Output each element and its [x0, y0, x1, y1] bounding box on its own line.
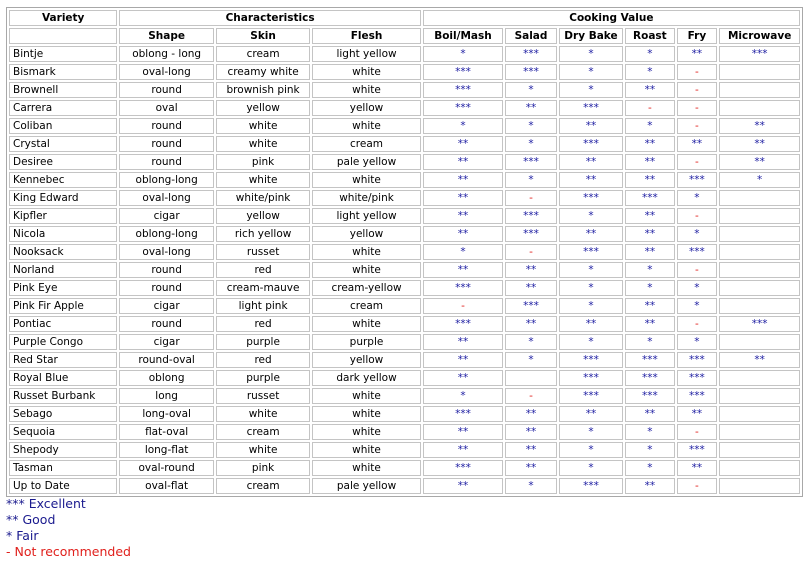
header-salad: Salad — [505, 28, 557, 44]
skin-cell: russet — [216, 244, 310, 260]
flesh-cell: light yellow — [312, 46, 420, 62]
fry-rating: * — [677, 280, 718, 296]
flesh-cell: white — [312, 64, 420, 80]
salad-rating: * — [505, 172, 557, 188]
shape-cell: long-oval — [119, 406, 213, 422]
salad-rating: ** — [505, 100, 557, 116]
fry-rating: - — [677, 424, 718, 440]
fry-rating: - — [677, 118, 718, 134]
microwave-rating: ** — [719, 118, 800, 134]
header-dry-bake: Dry Bake — [559, 28, 623, 44]
salad-rating: * — [505, 118, 557, 134]
skin-cell: white/pink — [216, 190, 310, 206]
table-row — [9, 298, 800, 314]
microwave-rating: ** — [719, 352, 800, 368]
microwave-rating — [719, 298, 800, 314]
shape-cell: long-flat — [119, 442, 213, 458]
variety-cell: King Edward — [9, 190, 117, 206]
flesh-cell: pale yellow — [312, 154, 420, 170]
header-shape: Shape — [119, 28, 213, 44]
skin-cell: pink — [216, 460, 310, 476]
skin-cell: yellow — [216, 208, 310, 224]
skin-cell: white — [216, 118, 310, 134]
salad-rating: * — [505, 352, 557, 368]
salad-rating: ** — [505, 406, 557, 422]
dry-bake-rating: *** — [559, 388, 623, 404]
flesh-cell: yellow — [312, 352, 420, 368]
flesh-cell: white — [312, 388, 420, 404]
variety-cell: Desiree — [9, 154, 117, 170]
header-skin: Skin — [216, 28, 310, 44]
variety-cell: Russet Burbank — [9, 388, 117, 404]
skin-cell: cream-mauve — [216, 280, 310, 296]
header-fry: Fry — [677, 28, 718, 44]
dry-bake-rating: *** — [559, 478, 623, 494]
variety-cell: Bismark — [9, 64, 117, 80]
fry-rating: * — [677, 190, 718, 206]
fry-rating: * — [677, 334, 718, 350]
shape-cell: round — [119, 280, 213, 296]
boil-mash-rating: ** — [423, 478, 504, 494]
dry-bake-rating: * — [559, 334, 623, 350]
variety-cell: Sebago — [9, 406, 117, 422]
salad-rating: * — [505, 82, 557, 98]
dry-bake-rating: ** — [559, 226, 623, 242]
shape-cell: cigar — [119, 334, 213, 350]
dry-bake-rating: * — [559, 64, 623, 80]
shape-cell: oval-long — [119, 190, 213, 206]
dry-bake-rating: ** — [559, 172, 623, 188]
table-row — [9, 262, 800, 278]
dry-bake-rating: *** — [559, 100, 623, 116]
skin-cell: yellow — [216, 100, 310, 116]
fry-rating: *** — [677, 388, 718, 404]
microwave-rating — [719, 244, 800, 260]
salad-rating: * — [505, 478, 557, 494]
boil-mash-rating: *** — [423, 460, 504, 476]
roast-rating: *** — [625, 388, 674, 404]
microwave-rating — [719, 262, 800, 278]
boil-mash-rating: * — [423, 388, 504, 404]
variety-cell: Carrera — [9, 100, 117, 116]
skin-cell: cream — [216, 46, 310, 62]
salad-rating: - — [505, 244, 557, 260]
boil-mash-rating: - — [423, 298, 504, 314]
flesh-cell: dark yellow — [312, 370, 420, 386]
microwave-rating: ** — [719, 136, 800, 152]
variety-cell: Nooksack — [9, 244, 117, 260]
microwave-rating — [719, 334, 800, 350]
boil-mash-rating: ** — [423, 208, 504, 224]
skin-cell: light pink — [216, 298, 310, 314]
fry-rating: - — [677, 154, 718, 170]
boil-mash-rating: *** — [423, 64, 504, 80]
shape-cell: round — [119, 262, 213, 278]
shape-cell: round — [119, 136, 213, 152]
roast-rating: ** — [625, 244, 674, 260]
table-row — [9, 460, 800, 476]
roast-rating: ** — [625, 298, 674, 314]
boil-mash-rating: ** — [423, 154, 504, 170]
microwave-rating — [719, 442, 800, 458]
skin-cell: white — [216, 172, 310, 188]
skin-cell: brownish pink — [216, 82, 310, 98]
salad-rating: ** — [505, 442, 557, 458]
boil-mash-rating: ** — [423, 262, 504, 278]
shape-cell: cigar — [119, 208, 213, 224]
variety-cell: Red Star — [9, 352, 117, 368]
header-row-sub — [9, 28, 800, 44]
salad-rating: ** — [505, 316, 557, 332]
table-row — [9, 46, 800, 62]
shape-cell: oval-long — [119, 244, 213, 260]
variety-cell: Royal Blue — [9, 370, 117, 386]
table-row — [9, 334, 800, 350]
boil-mash-rating: ** — [423, 190, 504, 206]
microwave-rating — [719, 226, 800, 242]
fry-rating: * — [677, 298, 718, 314]
table-row — [9, 424, 800, 440]
flesh-cell: yellow — [312, 226, 420, 242]
table-row — [9, 406, 800, 422]
variety-cell: Purple Congo — [9, 334, 117, 350]
flesh-cell: cream — [312, 136, 420, 152]
dry-bake-rating: * — [559, 442, 623, 458]
boil-mash-rating: * — [423, 244, 504, 260]
boil-mash-rating: *** — [423, 406, 504, 422]
dry-bake-rating: * — [559, 424, 623, 440]
boil-mash-rating: ** — [423, 334, 504, 350]
dry-bake-rating: * — [559, 298, 623, 314]
variety-cell: Kennebec — [9, 172, 117, 188]
salad-rating: ** — [505, 460, 557, 476]
roast-rating: * — [625, 460, 674, 476]
dry-bake-rating: * — [559, 280, 623, 296]
shape-cell: oval-flat — [119, 478, 213, 494]
boil-mash-rating: *** — [423, 280, 504, 296]
flesh-cell: cream-yellow — [312, 280, 420, 296]
shape-cell: round — [119, 82, 213, 98]
table-row — [9, 154, 800, 170]
shape-cell: cigar — [119, 298, 213, 314]
header-row-top — [9, 10, 800, 26]
fry-rating: - — [677, 316, 718, 332]
header-characteristics: Characteristics — [119, 10, 420, 26]
boil-mash-rating: ** — [423, 226, 504, 242]
boil-mash-rating: ** — [423, 352, 504, 368]
flesh-cell: white — [312, 406, 420, 422]
fry-rating: * — [677, 226, 718, 242]
roast-rating: ** — [625, 82, 674, 98]
table-row — [9, 226, 800, 242]
salad-rating: * — [505, 334, 557, 350]
skin-cell: cream — [216, 424, 310, 440]
microwave-rating: ** — [719, 154, 800, 170]
microwave-rating: * — [719, 172, 800, 188]
variety-cell: Nicola — [9, 226, 117, 242]
roast-rating: * — [625, 334, 674, 350]
boil-mash-rating: *** — [423, 82, 504, 98]
salad-rating: *** — [505, 64, 557, 80]
roast-rating: ** — [625, 136, 674, 152]
header-boil-mash: Boil/Mash — [423, 28, 504, 44]
header-flesh: Flesh — [312, 28, 420, 44]
flesh-cell: white — [312, 172, 420, 188]
microwave-rating — [719, 388, 800, 404]
shape-cell: oblong — [119, 370, 213, 386]
header-microwave: Microwave — [719, 28, 800, 44]
variety-cell: Sequoia — [9, 424, 117, 440]
shape-cell: oblong-long — [119, 172, 213, 188]
microwave-rating — [719, 280, 800, 296]
dry-bake-rating: ** — [559, 406, 623, 422]
skin-cell: red — [216, 316, 310, 332]
header-variety: Variety — [9, 10, 117, 26]
header-roast: Roast — [625, 28, 674, 44]
table-row — [9, 82, 800, 98]
legend-item: - Not recommended — [6, 544, 131, 559]
boil-mash-rating: *** — [423, 100, 504, 116]
dry-bake-rating: *** — [559, 190, 623, 206]
flesh-cell: white — [312, 424, 420, 440]
roast-rating: *** — [625, 190, 674, 206]
flesh-cell: white — [312, 460, 420, 476]
boil-mash-rating: * — [423, 118, 504, 134]
microwave-rating — [719, 64, 800, 80]
salad-rating: *** — [505, 154, 557, 170]
fry-rating: ** — [677, 460, 718, 476]
skin-cell: white — [216, 406, 310, 422]
fry-rating: - — [677, 262, 718, 278]
table-body — [9, 46, 800, 494]
legend-item: * Fair — [6, 528, 39, 543]
fry-rating: *** — [677, 172, 718, 188]
fry-rating: - — [677, 82, 718, 98]
shape-cell: round-oval — [119, 352, 213, 368]
table-row — [9, 352, 800, 368]
dry-bake-rating: * — [559, 82, 623, 98]
flesh-cell: white — [312, 316, 420, 332]
roast-rating: * — [625, 64, 674, 80]
table-row — [9, 64, 800, 80]
dry-bake-rating: * — [559, 262, 623, 278]
microwave-rating — [719, 460, 800, 476]
salad-rating: ** — [505, 424, 557, 440]
skin-cell: red — [216, 352, 310, 368]
roast-rating: ** — [625, 226, 674, 242]
variety-cell: Tasman — [9, 460, 117, 476]
table-row — [9, 172, 800, 188]
dry-bake-rating: * — [559, 460, 623, 476]
dry-bake-rating: ** — [559, 316, 623, 332]
dry-bake-rating: *** — [559, 136, 623, 152]
variety-cell: Crystal — [9, 136, 117, 152]
rating-legend — [6, 496, 131, 560]
salad-rating: ** — [505, 280, 557, 296]
shape-cell: round — [119, 118, 213, 134]
shape-cell: round — [119, 316, 213, 332]
skin-cell: purple — [216, 370, 310, 386]
potato-variety-table — [6, 7, 803, 497]
roast-rating: ** — [625, 154, 674, 170]
fry-rating: ** — [677, 136, 718, 152]
flesh-cell: white/pink — [312, 190, 420, 206]
table-row — [9, 208, 800, 224]
table-row — [9, 136, 800, 152]
flesh-cell: purple — [312, 334, 420, 350]
shape-cell: oval-long — [119, 64, 213, 80]
salad-rating: * — [505, 136, 557, 152]
boil-mash-rating: *** — [423, 316, 504, 332]
salad-rating: *** — [505, 298, 557, 314]
shape-cell: oval — [119, 100, 213, 116]
fry-rating: *** — [677, 352, 718, 368]
salad-rating: *** — [505, 226, 557, 242]
microwave-rating — [719, 478, 800, 494]
roast-rating: ** — [625, 208, 674, 224]
boil-mash-rating: ** — [423, 424, 504, 440]
roast-rating: * — [625, 280, 674, 296]
legend-item: ** Good — [6, 512, 56, 527]
flesh-cell: white — [312, 442, 420, 458]
microwave-rating — [719, 82, 800, 98]
flesh-cell: pale yellow — [312, 478, 420, 494]
variety-cell: Coliban — [9, 118, 117, 134]
skin-cell: cream — [216, 478, 310, 494]
variety-cell: Pontiac — [9, 316, 117, 332]
flesh-cell: yellow — [312, 100, 420, 116]
fry-rating: *** — [677, 442, 718, 458]
fry-rating: - — [677, 478, 718, 494]
salad-rating: ** — [505, 262, 557, 278]
skin-cell: rich yellow — [216, 226, 310, 242]
variety-cell: Pink Fir Apple — [9, 298, 117, 314]
flesh-cell: white — [312, 118, 420, 134]
dry-bake-rating: * — [559, 46, 623, 62]
table-row — [9, 442, 800, 458]
microwave-rating — [719, 406, 800, 422]
shape-cell: long — [119, 388, 213, 404]
salad-rating: *** — [505, 208, 557, 224]
salad-rating: *** — [505, 46, 557, 62]
fry-rating: - — [677, 64, 718, 80]
variety-cell: Norland — [9, 262, 117, 278]
variety-cell: Shepody — [9, 442, 117, 458]
microwave-rating — [719, 190, 800, 206]
boil-mash-rating: ** — [423, 136, 504, 152]
roast-rating: ** — [625, 172, 674, 188]
roast-rating: * — [625, 46, 674, 62]
microwave-rating — [719, 370, 800, 386]
boil-mash-rating: * — [423, 46, 504, 62]
variety-cell: Kipfler — [9, 208, 117, 224]
roast-rating: *** — [625, 352, 674, 368]
skin-cell: white — [216, 136, 310, 152]
table-row — [9, 478, 800, 494]
flesh-cell: white — [312, 244, 420, 260]
dry-bake-rating: ** — [559, 118, 623, 134]
fry-rating: ** — [677, 46, 718, 62]
skin-cell: pink — [216, 154, 310, 170]
flesh-cell: white — [312, 262, 420, 278]
table-row — [9, 190, 800, 206]
roast-rating: * — [625, 442, 674, 458]
microwave-rating — [719, 208, 800, 224]
microwave-rating — [719, 100, 800, 116]
skin-cell: creamy white — [216, 64, 310, 80]
boil-mash-rating: ** — [423, 172, 504, 188]
shape-cell: flat-oval — [119, 424, 213, 440]
legend-item: *** Excellent — [6, 496, 86, 511]
shape-cell: oblong-long — [119, 226, 213, 242]
salad-rating — [505, 370, 557, 386]
shape-cell: oblong - long — [119, 46, 213, 62]
boil-mash-rating: ** — [423, 442, 504, 458]
roast-rating: ** — [625, 478, 674, 494]
roast-rating: *** — [625, 370, 674, 386]
roast-rating: * — [625, 262, 674, 278]
skin-cell: russet — [216, 388, 310, 404]
roast-rating: - — [625, 100, 674, 116]
table-row — [9, 244, 800, 260]
skin-cell: purple — [216, 334, 310, 350]
microwave-rating — [719, 424, 800, 440]
flesh-cell: light yellow — [312, 208, 420, 224]
shape-cell: oval-round — [119, 460, 213, 476]
fry-rating: - — [677, 208, 718, 224]
dry-bake-rating: *** — [559, 352, 623, 368]
dry-bake-rating: *** — [559, 244, 623, 260]
fry-rating: ** — [677, 406, 718, 422]
microwave-rating: *** — [719, 316, 800, 332]
dry-bake-rating: ** — [559, 154, 623, 170]
header-blank — [9, 28, 117, 44]
salad-rating: - — [505, 190, 557, 206]
table-row — [9, 118, 800, 134]
skin-cell: red — [216, 262, 310, 278]
dry-bake-rating: *** — [559, 370, 623, 386]
variety-cell: Brownell — [9, 82, 117, 98]
fry-rating: - — [677, 100, 718, 116]
skin-cell: white — [216, 442, 310, 458]
table-row — [9, 370, 800, 386]
microwave-rating: *** — [719, 46, 800, 62]
roast-rating: ** — [625, 406, 674, 422]
variety-cell: Up to Date — [9, 478, 117, 494]
boil-mash-rating: ** — [423, 370, 504, 386]
table-row — [9, 100, 800, 116]
header-cooking-value: Cooking Value — [423, 10, 800, 26]
roast-rating: * — [625, 424, 674, 440]
dry-bake-rating: * — [559, 208, 623, 224]
variety-cell: Bintje — [9, 46, 117, 62]
table-row — [9, 280, 800, 296]
table-row — [9, 388, 800, 404]
roast-rating: * — [625, 118, 674, 134]
roast-rating: ** — [625, 316, 674, 332]
flesh-cell: white — [312, 82, 420, 98]
flesh-cell: cream — [312, 298, 420, 314]
variety-cell: Pink Eye — [9, 280, 117, 296]
fry-rating: *** — [677, 244, 718, 260]
shape-cell: round — [119, 154, 213, 170]
salad-rating: - — [505, 388, 557, 404]
fry-rating: *** — [677, 370, 718, 386]
table-row — [9, 316, 800, 332]
